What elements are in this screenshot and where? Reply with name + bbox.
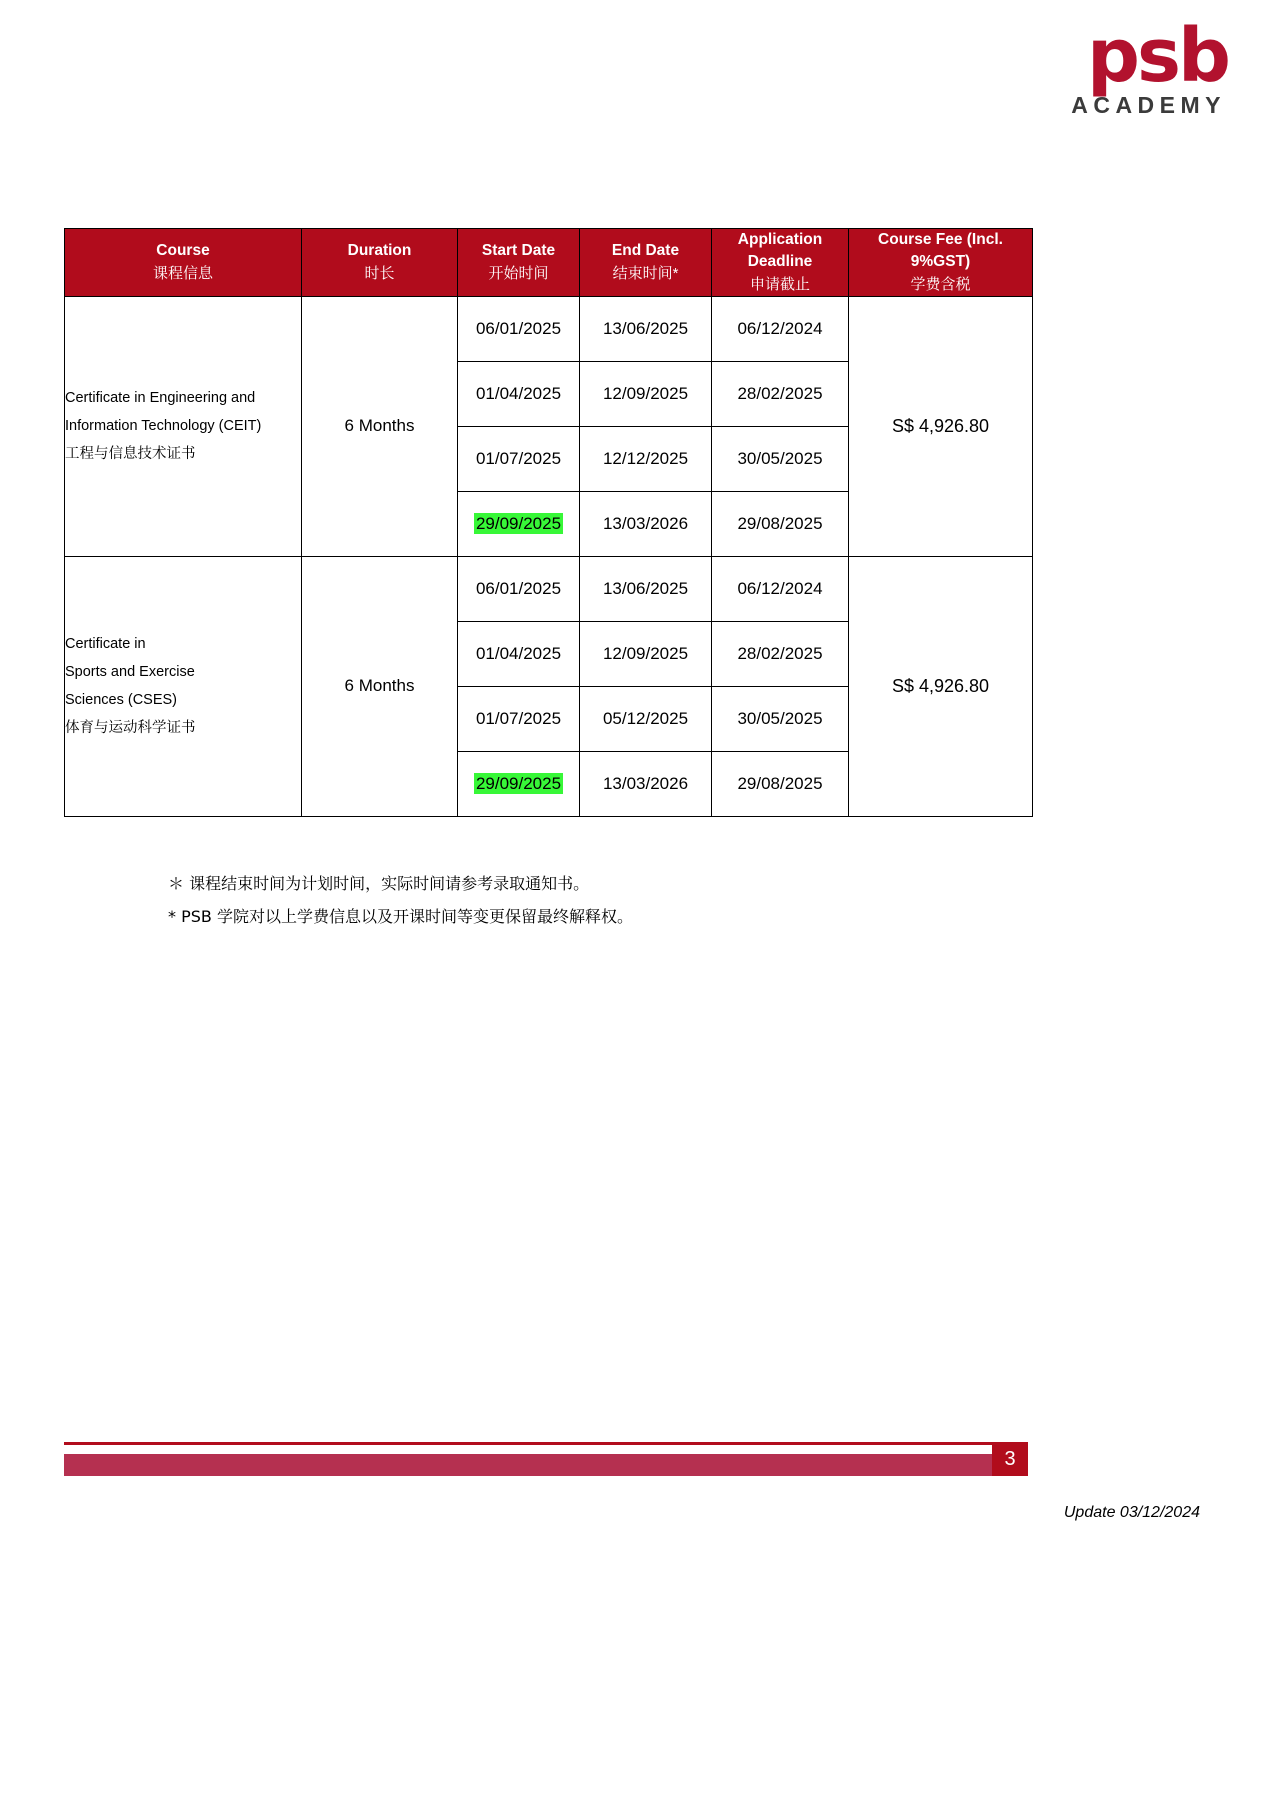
course-fee-ceit: S$ 4,926.80 [849, 296, 1033, 556]
column-header-course-fee-cn: 学费含税 [910, 275, 971, 293]
course-name-ceit-cn: 工程与信息技术证书 [65, 446, 196, 463]
start-date-highlighted [458, 491, 580, 556]
column-header-application-deadline-cn: 申请截止 [749, 275, 810, 293]
end-date: 05/12/2025 [580, 686, 712, 751]
application-deadline: 06/12/2024 [712, 296, 849, 361]
update-timestamp: Update 03/12/2024 [1063, 1504, 1200, 1521]
footer-bar [64, 1442, 1024, 1476]
column-header-duration [302, 229, 458, 297]
course-name-ceit-line1: Certificate in Engineering and [65, 389, 256, 406]
column-header-course [65, 229, 302, 297]
footnote-2: * PSB 学院对以上学费信息以及开课时间等变更保留最终解释权。 [168, 906, 633, 926]
column-header-duration-en: Duration [347, 242, 412, 260]
column-header-end-date-en: End Date [611, 242, 680, 260]
duration-cses: 6 Months [302, 556, 458, 816]
end-date: 13/06/2025 [580, 556, 712, 621]
course-name-ceit [65, 296, 302, 556]
column-header-end-date [580, 229, 712, 297]
column-header-start-date-en: Start Date [481, 242, 556, 260]
start-date: 01/04/2025 [458, 361, 580, 426]
column-header-course-en: Course [156, 242, 210, 260]
footnote-1: ＊ 课程结束时间为计划时间，实际时间请参考录取通知书。 [168, 874, 590, 893]
footnotes [168, 868, 633, 934]
column-header-start-date [458, 229, 580, 297]
start-date: 06/01/2025 [458, 556, 580, 621]
column-header-course-fee-en: Course Fee (Incl. 9%GST) [878, 231, 1003, 271]
end-date: 13/06/2025 [580, 296, 712, 361]
column-header-application-deadline [712, 229, 849, 297]
application-deadline: 28/02/2025 [712, 361, 849, 426]
psb-academy-logo [1058, 13, 1228, 119]
course-name-cses-line1: Certificate in [65, 635, 146, 652]
column-header-end-date-cn: 结束时间* [612, 264, 679, 282]
column-header-application-deadline-en: Application Deadline [737, 231, 823, 271]
page-number: 3 [992, 1442, 1028, 1476]
course-name-cses-line3: Sciences (CSES) [65, 692, 178, 709]
course-name-ceit-line2: Information Technology (CEIT) [65, 418, 262, 435]
footer-rule-bottom [64, 1454, 1016, 1476]
application-deadline: 30/05/2025 [712, 426, 849, 491]
course-name-cses-cn: 体育与运动科学证书 [65, 720, 196, 737]
end-date: 12/09/2025 [580, 361, 712, 426]
application-deadline: 06/12/2024 [712, 556, 849, 621]
column-header-duration-cn: 时长 [364, 264, 395, 282]
table-row [65, 296, 1033, 361]
duration-ceit: 6 Months [302, 296, 458, 556]
start-date-highlight-text: 29/09/2025 [475, 513, 562, 533]
end-date: 13/03/2026 [580, 491, 712, 556]
start-date-highlight-text: 29/09/2025 [475, 773, 562, 793]
start-date: 01/07/2025 [458, 686, 580, 751]
column-header-course-cn: 课程信息 [152, 264, 213, 282]
application-deadline: 29/08/2025 [712, 751, 849, 816]
application-deadline: 30/05/2025 [712, 686, 849, 751]
table-header-row [65, 229, 1033, 297]
end-date: 12/12/2025 [580, 426, 712, 491]
course-fee-cses: S$ 4,926.80 [849, 556, 1033, 816]
course-schedule-table [64, 228, 1026, 817]
logo-subtext: ACADEMY [1071, 92, 1226, 119]
column-header-start-date-cn: 开始时间 [488, 264, 549, 282]
column-header-course-fee [849, 229, 1033, 297]
end-date: 13/03/2026 [580, 751, 712, 816]
application-deadline: 29/08/2025 [712, 491, 849, 556]
application-deadline: 28/02/2025 [712, 621, 849, 686]
course-name-cses [65, 556, 302, 816]
end-date: 12/09/2025 [580, 621, 712, 686]
start-date: 01/07/2025 [458, 426, 580, 491]
course-name-cses-line2: Sports and Exercise [65, 663, 195, 680]
footer-rule-top [64, 1442, 1016, 1445]
table-row [65, 556, 1033, 621]
start-date: 06/01/2025 [458, 296, 580, 361]
start-date-highlighted [458, 751, 580, 816]
logo-wordmark: psb [1087, 13, 1228, 99]
start-date: 01/04/2025 [458, 621, 580, 686]
